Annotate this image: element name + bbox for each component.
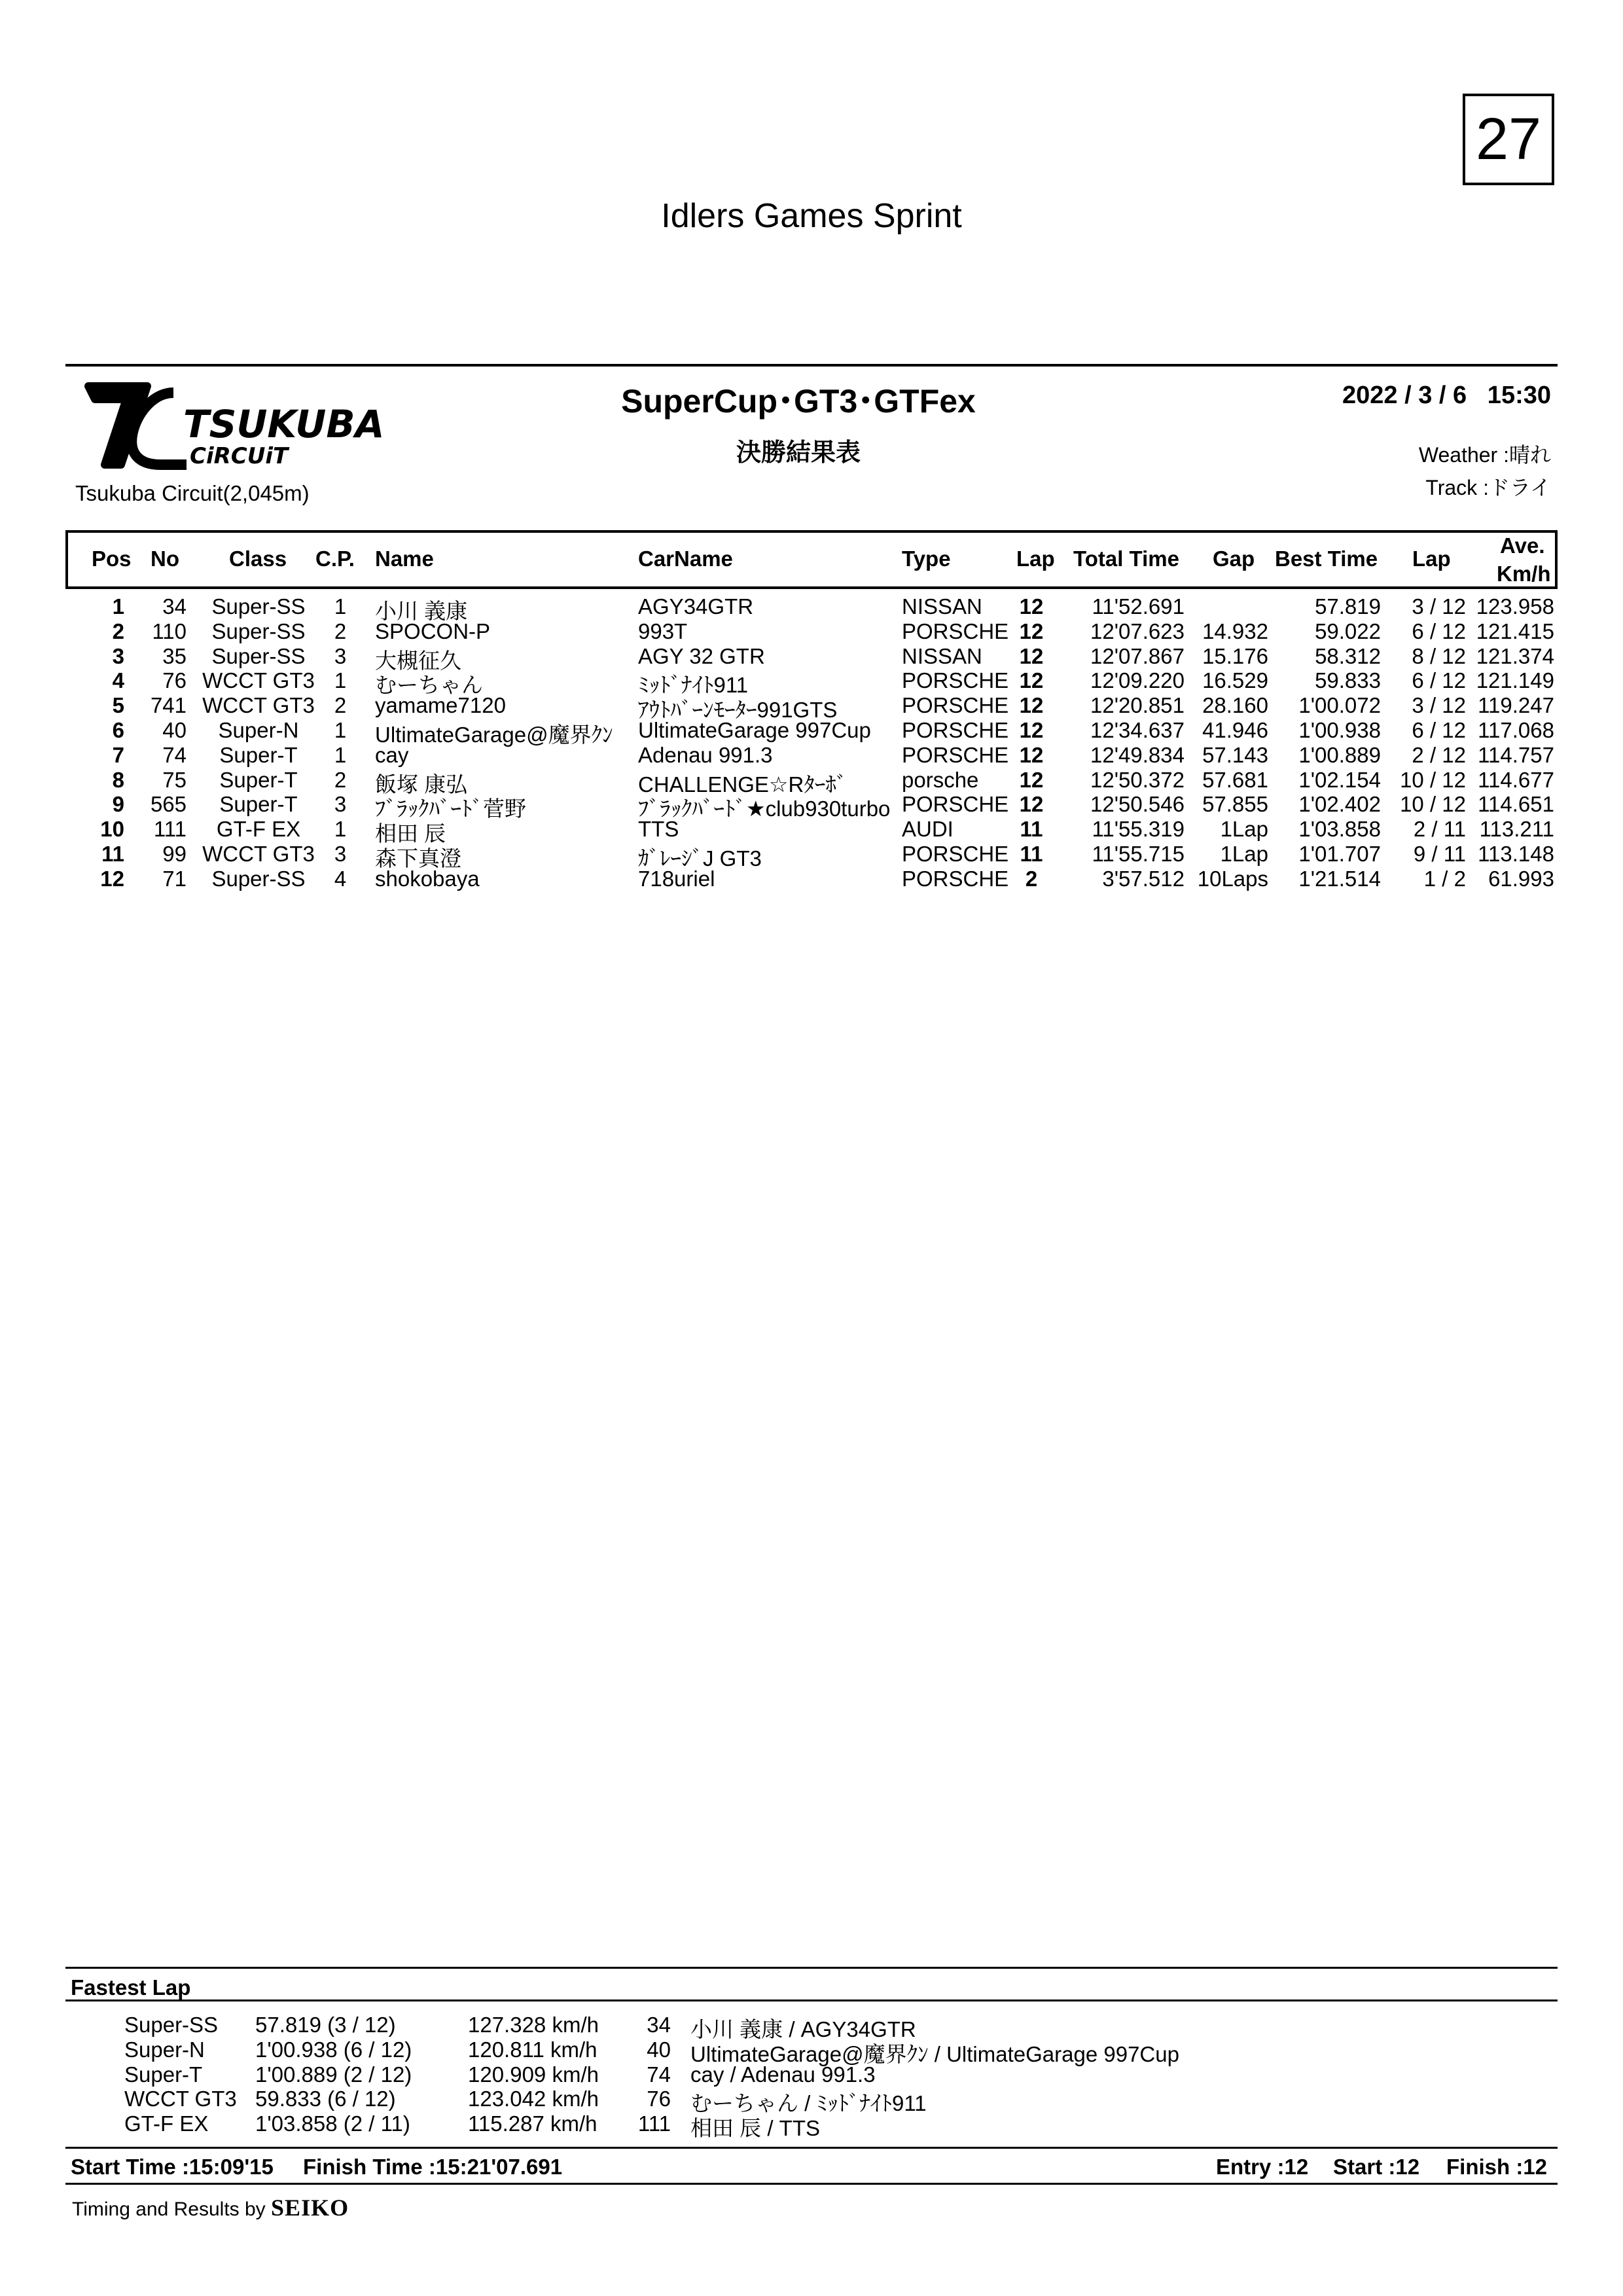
- fastest-speed: 115.287 km/h: [468, 2111, 597, 2136]
- cell-total: 11'52.691: [1092, 594, 1185, 619]
- cell-class: Super-SS: [211, 594, 306, 619]
- table-row: [0, 867, 1623, 891]
- cell-name: ﾌﾞﾗｯｸﾊﾞｰﾄﾞ菅野: [375, 797, 526, 821]
- fastest-time: 1'00.938 (6 / 12): [255, 2037, 412, 2062]
- track-condition: Track :ドライ: [1425, 476, 1551, 499]
- col-lap: Lap: [1016, 547, 1055, 571]
- cell-total: 12'50.546: [1090, 792, 1185, 817]
- cell-class: WCCT GT3: [202, 842, 315, 866]
- finish-count: Finish :12: [1446, 2155, 1548, 2179]
- cell-type: PORSCHE: [902, 619, 1009, 643]
- fastest-time: 1'00.889 (2 / 12): [255, 2062, 412, 2087]
- header-divider: [65, 364, 1558, 367]
- table-row: [0, 743, 1623, 768]
- fastest-class: Super-SS: [124, 2013, 219, 2037]
- cell-lap: 12: [1019, 718, 1044, 742]
- cell-lap: 12: [1019, 742, 1044, 767]
- cell-ave: 114.757: [1478, 742, 1554, 767]
- fastest-class: Super-N: [124, 2037, 205, 2062]
- cell-lap: 11: [1020, 842, 1043, 866]
- cell-gap: 16.529: [1202, 668, 1268, 693]
- cell-class: WCCT GT3: [202, 668, 315, 693]
- cell-cp: 4: [334, 866, 347, 891]
- cell-car: Adenau 991.3: [638, 742, 773, 767]
- cell-ave: 123.958: [1476, 594, 1554, 619]
- fastest-no: 74: [647, 2062, 671, 2087]
- table-row: [0, 767, 1623, 797]
- fastest-desc: 小川 義康 / AGY34GTR: [690, 2017, 916, 2041]
- cell-lap: 12: [1019, 792, 1044, 817]
- fastest-no: 34: [647, 2013, 671, 2037]
- cell-lap: 12: [1019, 594, 1044, 619]
- fastest-speed: 120.811 km/h: [468, 2037, 597, 2062]
- cell-gap: 57.143: [1202, 742, 1268, 767]
- fastest-divider-bottom: [65, 2000, 1558, 2001]
- cell-total: 12'07.623: [1090, 619, 1185, 643]
- cell-name: cay: [375, 742, 409, 767]
- cell-name: むーちゃん: [375, 673, 483, 698]
- cell-type: PORSCHE: [902, 866, 1009, 891]
- fastest-desc: cay / Adenau 991.3: [690, 2062, 876, 2087]
- cell-cp: 2: [334, 693, 347, 718]
- logo-subtext: CiRCUiT: [190, 443, 289, 469]
- table-row: [0, 594, 1623, 623]
- cell-pos: 5: [112, 693, 124, 718]
- fastest-lap-row: [0, 2111, 1623, 2141]
- cell-total: 12'50.372: [1090, 767, 1185, 792]
- cell-ave: 114.677: [1478, 767, 1554, 792]
- cell-cp: 2: [334, 767, 347, 792]
- cell-gap: 15.176: [1202, 643, 1268, 668]
- page-number: 27: [1463, 94, 1554, 185]
- cell-car: ｱｳﾄﾊﾞｰﾝﾓｰﾀｰ991GTS: [638, 698, 838, 723]
- cell-lap: 11: [1020, 817, 1043, 842]
- start-time: Start Time :15:09'15: [71, 2155, 274, 2179]
- cell-class: GT-F EX: [216, 817, 301, 842]
- cell-bestlap: 2 / 11: [1413, 817, 1466, 842]
- col-ave: Ave.: [1500, 533, 1545, 558]
- cell-car: 993T: [638, 619, 688, 643]
- cell-total: 3'57.512: [1102, 866, 1185, 891]
- cell-bestlap: 10 / 12: [1400, 792, 1466, 817]
- cell-class: Super-T: [219, 792, 298, 817]
- cell-total: 12'20.851: [1090, 693, 1185, 718]
- cell-no: 74: [162, 742, 187, 767]
- cell-pos: 11: [101, 842, 124, 866]
- seiko-logo: SEIKO: [271, 2195, 349, 2221]
- race-datetime: 2022 / 3 / 6 15:30: [1342, 382, 1551, 409]
- weather: Weather :晴れ: [1418, 443, 1551, 467]
- table-row: [0, 817, 1623, 846]
- cell-name: 飯塚 康弘: [375, 772, 468, 797]
- fastest-lap-row: [0, 2037, 1623, 2066]
- cell-ave: 119.247: [1478, 693, 1554, 718]
- cell-lap: 2: [1025, 866, 1038, 891]
- cell-bestlap: 6 / 12: [1412, 718, 1466, 742]
- col-total-time: Total Time: [1073, 547, 1179, 571]
- cell-best: 1'00.938: [1298, 718, 1381, 742]
- cell-pos: 6: [112, 718, 124, 742]
- cell-bestlap: 6 / 12: [1412, 619, 1466, 643]
- fastest-desc: 相田 辰 / TTS: [690, 2116, 820, 2141]
- fastest-speed: 127.328 km/h: [468, 2013, 599, 2037]
- cell-lap: 12: [1019, 643, 1044, 668]
- footer-divider-top: [65, 2147, 1558, 2149]
- fastest-lap-row: [0, 2087, 1623, 2116]
- cell-ave: 113.148: [1478, 842, 1554, 866]
- cell-type: PORSCHE: [902, 842, 1009, 866]
- cell-cp: 3: [334, 643, 347, 668]
- cell-no: 35: [162, 643, 187, 668]
- cell-gap: 57.855: [1202, 792, 1268, 817]
- cell-ave: 121.149: [1476, 668, 1554, 693]
- cell-gap: 10Laps: [1197, 866, 1268, 891]
- footer-divider-bottom: [65, 2183, 1558, 2185]
- cell-ave: 114.651: [1478, 792, 1554, 817]
- cell-best: 1'01.707: [1298, 842, 1381, 866]
- cell-bestlap: 3 / 12: [1412, 594, 1466, 619]
- cell-pos: 9: [112, 792, 124, 817]
- cell-total: 11'55.319: [1092, 817, 1185, 842]
- cell-type: PORSCHE: [902, 792, 1009, 817]
- cell-pos: 7: [112, 742, 124, 767]
- cell-type: PORSCHE: [902, 742, 1009, 767]
- cell-cp: 1: [334, 668, 347, 693]
- cell-ave: 121.374: [1476, 643, 1554, 668]
- cell-bestlap: 8 / 12: [1412, 643, 1466, 668]
- cell-type: PORSCHE: [902, 693, 1009, 718]
- col-gap: Gap: [1213, 547, 1255, 571]
- cell-car: ﾌﾞﾗｯｸﾊﾞｰﾄﾞ★club930turbo: [638, 797, 891, 821]
- cell-cp: 3: [334, 792, 347, 817]
- cell-type: PORSCHE: [902, 718, 1009, 742]
- cell-total: 11'55.715: [1092, 842, 1185, 866]
- cell-lap: 12: [1019, 767, 1044, 792]
- cell-best: 1'00.889: [1298, 742, 1381, 767]
- cell-type: NISSAN: [902, 594, 982, 619]
- fastest-class: GT-F EX: [124, 2111, 209, 2136]
- cell-bestlap: 6 / 12: [1412, 668, 1466, 693]
- cell-car: AGY34GTR: [638, 594, 754, 619]
- col-best-lap: Lap: [1412, 547, 1451, 571]
- cell-bestlap: 10 / 12: [1400, 767, 1466, 792]
- cell-no: 99: [162, 842, 187, 866]
- fastest-class: WCCT GT3: [124, 2087, 237, 2111]
- cell-cp: 1: [334, 718, 347, 742]
- cell-ave: 121.415: [1476, 619, 1554, 643]
- cell-best: 1'03.858: [1298, 817, 1381, 842]
- cell-best: 1'02.402: [1298, 792, 1381, 817]
- cell-lap: 12: [1019, 668, 1044, 693]
- col-kmh: Km/h: [1497, 562, 1551, 586]
- start-count: Start :12: [1333, 2155, 1420, 2179]
- table-row: [0, 619, 1623, 644]
- race-subtitle: 決勝結果表: [736, 439, 861, 467]
- cell-no: 110: [152, 619, 187, 643]
- cell-name: shokobaya: [375, 866, 480, 891]
- cell-class: WCCT GT3: [202, 693, 315, 718]
- fastest-desc: むーちゃん / ﾐｯﾄﾞﾅｲﾄ911: [690, 2091, 927, 2116]
- race-title: SuperCup･GT3･GTFex: [621, 383, 976, 420]
- cell-best: 59.833: [1315, 668, 1381, 693]
- cell-ave: 61.993: [1488, 866, 1554, 891]
- cell-gap: 1Lap: [1220, 817, 1268, 842]
- cell-type: NISSAN: [902, 643, 982, 668]
- fastest-no: 40: [647, 2037, 671, 2062]
- cell-no: 76: [162, 668, 187, 693]
- cell-no: 111: [153, 817, 187, 842]
- cell-best: 57.819: [1315, 594, 1381, 619]
- fastest-time: 57.819 (3 / 12): [255, 2013, 396, 2037]
- cell-pos: 2: [112, 619, 124, 643]
- cell-cp: 1: [334, 742, 347, 767]
- cell-gap: 41.946: [1202, 718, 1268, 742]
- cell-ave: 113.211: [1479, 817, 1554, 842]
- cell-car: AGY 32 GTR: [638, 643, 765, 668]
- fastest-speed: 120.909 km/h: [468, 2062, 599, 2087]
- cell-no: 741: [150, 693, 187, 718]
- col-no: No: [151, 547, 179, 571]
- cell-pos: 10: [100, 817, 124, 842]
- fastest-no: 111: [637, 2111, 671, 2136]
- cell-pos: 3: [112, 643, 124, 668]
- cell-lap: 12: [1019, 693, 1044, 718]
- cell-cp: 3: [334, 842, 347, 866]
- fastest-time: 59.833 (6 / 12): [255, 2087, 396, 2111]
- cell-no: 34: [162, 594, 187, 619]
- cell-car: CHALLENGE☆Rﾀｰﾎﾞ: [638, 772, 847, 797]
- cell-name: 大槻征久: [375, 648, 461, 673]
- cell-class: Super-N: [218, 718, 299, 742]
- cell-gap: 14.932: [1202, 619, 1268, 643]
- cell-total: 12'09.220: [1090, 668, 1185, 693]
- cell-car: UltimateGarage 997Cup: [638, 718, 871, 742]
- fastest-time: 1'03.858 (2 / 11): [255, 2111, 410, 2136]
- cell-car: TTS: [638, 817, 679, 842]
- entry-count: Entry :12: [1216, 2155, 1309, 2179]
- fastest-lap-row: [0, 2013, 1623, 2041]
- cell-class: Super-SS: [211, 866, 306, 891]
- col-class: Class: [229, 547, 287, 571]
- table-row: [0, 718, 1623, 747]
- col-type: Type: [902, 547, 951, 571]
- cell-type: PORSCHE: [902, 668, 1009, 693]
- cell-cp: 1: [334, 817, 347, 842]
- cell-pos: 12: [100, 866, 124, 891]
- cell-name: SPOCON-P: [375, 619, 491, 643]
- table-row: [0, 792, 1623, 821]
- cell-car: ｶﾞﾚｰｼﾞJ GT3: [638, 846, 762, 870]
- logo-text: TSUKUBA: [183, 402, 385, 446]
- cell-pos: 1: [112, 594, 124, 619]
- cell-name: UltimateGarage@魔界ｸﾝ: [375, 723, 613, 747]
- cell-name: yamame7120: [375, 693, 506, 718]
- cell-pos: 8: [112, 767, 124, 792]
- cell-best: 1'02.154: [1298, 767, 1381, 792]
- cell-bestlap: 3 / 12: [1412, 693, 1466, 718]
- cell-gap: 57.681: [1202, 767, 1268, 792]
- table-row: [0, 643, 1623, 673]
- cell-best: 58.312: [1315, 643, 1381, 668]
- table-row: [0, 842, 1623, 870]
- cell-pos: 4: [112, 668, 124, 693]
- cell-type: porsche: [902, 767, 979, 792]
- finish-time: Finish Time :15:21'07.691: [303, 2155, 563, 2179]
- col-carname: CarName: [638, 547, 733, 571]
- cell-cp: 2: [334, 619, 347, 643]
- cell-no: 71: [162, 866, 187, 891]
- col-best-time: Best Time: [1275, 547, 1378, 571]
- cell-no: 40: [162, 718, 187, 742]
- timing-credit: [72, 2194, 349, 2221]
- cell-car: ﾐｯﾄﾞﾅｲﾄ911: [638, 673, 749, 698]
- cell-total: 12'49.834: [1090, 742, 1185, 767]
- cell-name: 森下真澄: [375, 846, 461, 870]
- timing-credit-text: Timing and Results by: [72, 2198, 266, 2220]
- cell-name: 小川 義康: [375, 599, 468, 623]
- cell-class: Super-T: [219, 742, 298, 767]
- cell-total: 12'34.637: [1090, 718, 1185, 742]
- cell-gap: 1Lap: [1220, 842, 1268, 866]
- cell-best: 1'00.072: [1298, 693, 1381, 718]
- col-name: Name: [375, 547, 434, 571]
- table-row: [0, 693, 1623, 723]
- cell-class: Super-SS: [211, 643, 306, 668]
- fastest-class: Super-T: [124, 2062, 203, 2087]
- cell-best: 1'21.514: [1298, 866, 1381, 891]
- col-pos: Pos: [92, 547, 132, 571]
- fastest-no: 76: [647, 2087, 671, 2111]
- cell-name: 相田 辰: [375, 821, 446, 846]
- cell-no: 75: [162, 767, 187, 792]
- circuit-name: Tsukuba Circuit(2,045m): [75, 481, 310, 505]
- cell-car: 718uriel: [638, 866, 715, 891]
- cell-class: Super-SS: [211, 619, 306, 643]
- cell-total: 12'07.867: [1090, 643, 1185, 668]
- event-title: Idlers Games Sprint: [661, 197, 962, 235]
- cell-bestlap: 9 / 11: [1413, 842, 1466, 866]
- fastest-desc: UltimateGarage@魔界ｸﾝ / UltimateGarage 997Cup: [690, 2041, 1179, 2066]
- fastest-divider-top: [65, 1967, 1558, 1969]
- fastest-lap-title: Fastest Lap: [71, 1975, 191, 2000]
- cell-type: AUDI: [902, 817, 954, 842]
- cell-class: Super-T: [219, 767, 298, 792]
- cell-bestlap: 2 / 12: [1412, 742, 1466, 767]
- fastest-lap-row: [0, 2062, 1623, 2087]
- cell-gap: 28.160: [1202, 693, 1268, 718]
- cell-ave: 117.068: [1478, 718, 1554, 742]
- col-cp: C.P.: [315, 547, 355, 571]
- cell-lap: 12: [1019, 619, 1044, 643]
- cell-cp: 1: [334, 594, 347, 619]
- table-row: [0, 668, 1623, 698]
- cell-bestlap: 1 / 2: [1423, 866, 1466, 891]
- cell-no: 565: [150, 792, 187, 817]
- cell-best: 59.022: [1315, 619, 1381, 643]
- fastest-speed: 123.042 km/h: [468, 2087, 599, 2111]
